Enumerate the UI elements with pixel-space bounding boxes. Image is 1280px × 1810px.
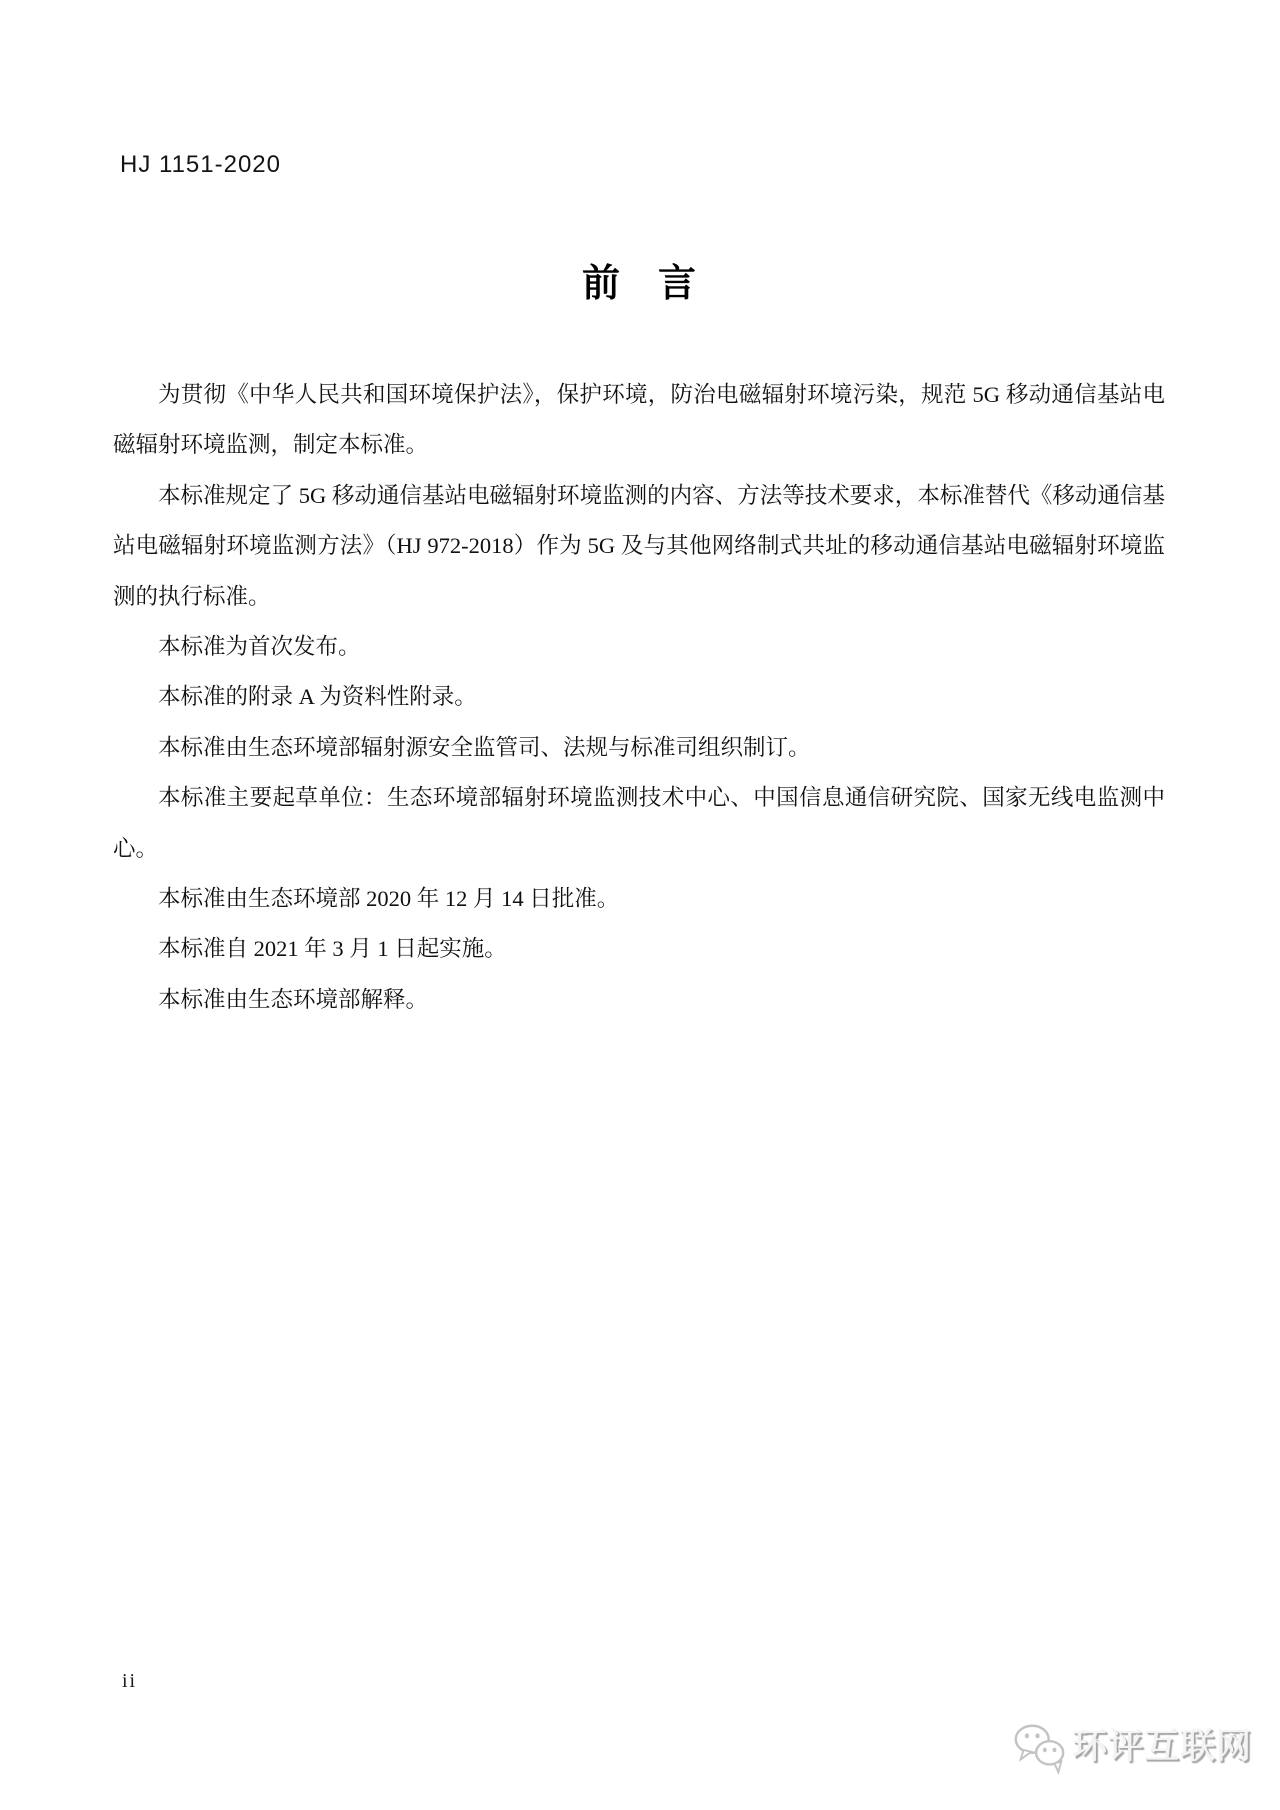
paragraph-drafters: 本标准主要起草单位：生态环境部辐射环境监测技术中心、中国信息通信研究院、国家无线电监测中心。 — [113, 785, 1165, 861]
watermark — [1010, 1718, 1252, 1776]
page-title: 前 言 — [581, 263, 696, 305]
wechat-icon — [1010, 1718, 1068, 1776]
paragraph-approval-date: 本标准由生态环境部 2020 年 12 月 14 日批准。 — [158, 886, 620, 912]
paragraph-purpose: 为贯彻《中华人民共和国环境保护法》，保护环境，防治电磁辐射环境污染，规范 5G 移动通信基站电磁辐射环境监测，制定本标准。 — [113, 382, 1165, 458]
paragraph-effective-date: 本标准自 2021 年 3 月 1 日起实施。 — [158, 936, 507, 962]
paragraph-scope: 本标准规定了 5G 移动通信基站电磁辐射环境监测的内容、方法等技术要求，本标准替代《移动通信基站电磁辐射环境监测方法》（HJ 972-2018）作为 5G 及与其他网络制式共址的移动通信基站电磁辐射环境监测的执行标准。 — [113, 482, 1165, 609]
doc-number: HJ 1151-2020 — [120, 151, 281, 178]
paragraph-first-issue: 本标准为首次发布。 — [158, 634, 361, 660]
paragraph-appendix: 本标准的附录 A 为资料性附录。 — [158, 684, 477, 710]
paragraph-interpreter: 本标准由生态环境部解释。 — [158, 986, 429, 1012]
watermark-text: 环评互联网 — [1072, 1727, 1253, 1766]
foreword-body — [113, 370, 1165, 1025]
page-number: ii — [122, 1670, 138, 1692]
paragraph-organizer: 本标准由生态环境部辐射源安全监管司、法规与标准司组织制订。 — [158, 734, 811, 760]
